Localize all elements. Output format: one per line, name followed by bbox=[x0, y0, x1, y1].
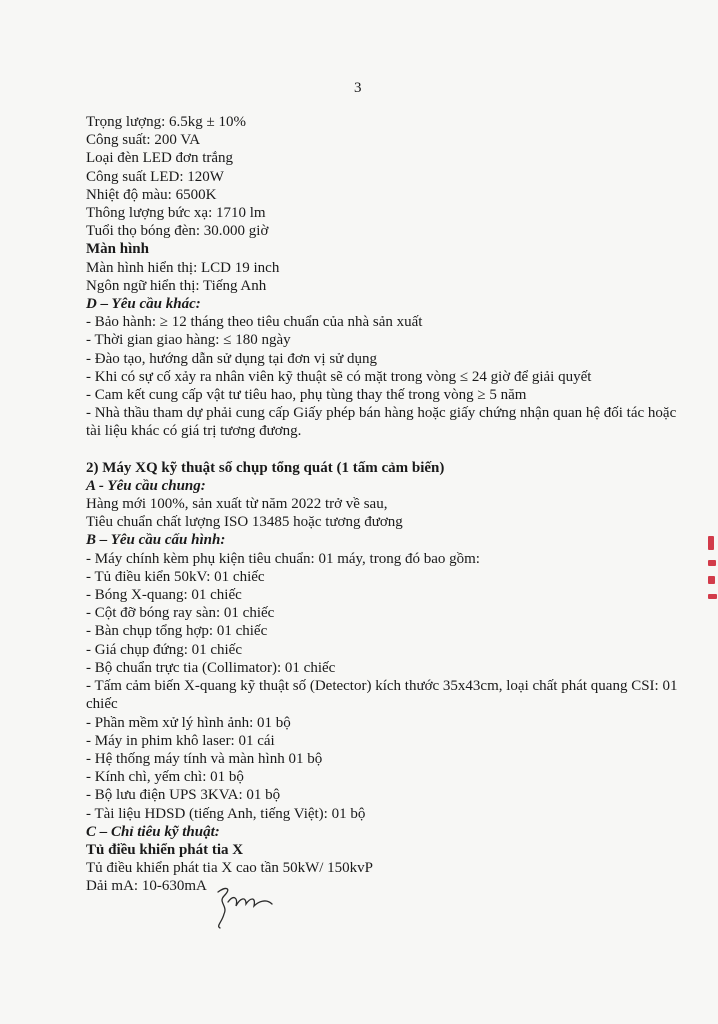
text-line: Thông lượng bức xạ: 1710 lm bbox=[86, 205, 266, 222]
text-line: - Bảo hành: ≥ 12 tháng theo tiêu chuẩn của nhà sản xuất bbox=[86, 314, 423, 331]
text-line: Tuổi thọ bóng đèn: 30.000 giờ bbox=[86, 223, 269, 240]
text-line: - Bàn chụp tổng hợp: 01 chiếc bbox=[86, 623, 268, 640]
text-line: Tủ điều khiển phát tia X cao tần 50kW/ 150kvP bbox=[86, 860, 374, 877]
text-line: Công suất: 200 VA bbox=[86, 132, 201, 149]
text-line: - Cam kết cung cấp vật tư tiêu hao, phụ tùng thay thế trong vòng ≥ 5 năm bbox=[86, 387, 527, 404]
text-line: - Kính chì, yếm chì: 01 bộ bbox=[86, 769, 244, 786]
section-heading: A - Yêu cầu chung: bbox=[86, 477, 206, 494]
blank-line bbox=[86, 441, 686, 459]
text-line: - Hệ thống máy tính và màn hình 01 bộ bbox=[86, 750, 323, 767]
text-line: - Thời gian giao hàng: ≤ 180 ngày bbox=[86, 332, 291, 349]
text-line: Hàng mới 100%, sản xuất từ năm 2022 trở về sau, bbox=[86, 496, 388, 513]
text-line: - Tủ điều kiển 50kV: 01 chiếc bbox=[86, 568, 265, 585]
page-number: 3 bbox=[354, 80, 362, 96]
text-line: Công suất LED: 120W bbox=[86, 168, 224, 185]
text-line: - Tài liệu HDSD (tiếng Anh, tiếng Việt): 01 bộ bbox=[86, 805, 366, 822]
text-line: Màn hình hiển thị: LCD 19 inch bbox=[86, 259, 280, 276]
handwritten-signature bbox=[210, 884, 280, 930]
text-line: - Bộ chuẩn trực tia (Collimator): 01 chiếc bbox=[86, 659, 336, 676]
section-heading: B – Yêu cầu cấu hình: bbox=[86, 532, 226, 549]
text-line: Nhiệt độ màu: 6500K bbox=[86, 186, 217, 203]
text-line: - Đào tạo, hướng dẫn sử dụng tại đơn vị sử dụng bbox=[86, 350, 378, 367]
text-line: - Máy chính kèm phụ kiện tiêu chuẩn: 01 máy, trong đó bao gồm: bbox=[86, 550, 480, 567]
text-line: Ngôn ngữ hiển thị: Tiếng Anh bbox=[86, 277, 267, 294]
text-line: - Bóng X-quang: 01 chiếc bbox=[86, 587, 242, 604]
text-line: - Tấm cảm biến X-quang kỹ thuật số (Detector) kích thước 35x43cm, loại chất phát quang CSI: 01 chiếc bbox=[86, 678, 678, 713]
text-line: - Bộ lưu điện UPS 3KVA: 01 bộ bbox=[86, 787, 281, 804]
text-line: Trọng lượng: 6.5kg ± 10% bbox=[86, 114, 247, 130]
red-stamp-edge bbox=[708, 536, 718, 616]
text-line: - Cột đỡ bóng ray sàn: 01 chiếc bbox=[86, 605, 275, 622]
text-line: Dải mA: 10-630mA bbox=[86, 878, 207, 895]
text-line: - Khi có sự cố xảy ra nhân viên kỹ thuật sẽ có mặt trong vòng ≤ 24 giờ để giải quyết bbox=[86, 368, 592, 385]
section-heading: C – Chỉ tiêu kỹ thuật: bbox=[86, 823, 220, 840]
section-heading: Tủ điều khiển phát tia X bbox=[86, 841, 244, 858]
text-line: - Phần mềm xử lý hình ảnh: 01 bộ bbox=[86, 714, 291, 731]
section-heading: 2) Máy XQ kỹ thuật số chụp tổng quát (1 tấm cảm biến) bbox=[86, 459, 445, 476]
document-body bbox=[86, 113, 686, 896]
text-line: - Máy in phim khô laser: 01 cái bbox=[86, 732, 275, 749]
text-line: - Nhà thầu tham dự phải cung cấp Giấy phép bán hàng hoặc giấy chứng nhận quan hệ đối tác hoặc tài liệu khác có giá trị tương đương. bbox=[86, 405, 677, 440]
section-heading: D – Yêu cầu khác: bbox=[86, 296, 201, 313]
section-heading: Màn hình bbox=[86, 241, 149, 258]
text-line: Loại đèn LED đơn trắng bbox=[86, 150, 234, 167]
text-line: Tiêu chuẩn chất lượng ISO 13485 hoặc tương đương bbox=[86, 514, 403, 531]
text-line: - Giá chụp đứng: 01 chiếc bbox=[86, 641, 242, 658]
